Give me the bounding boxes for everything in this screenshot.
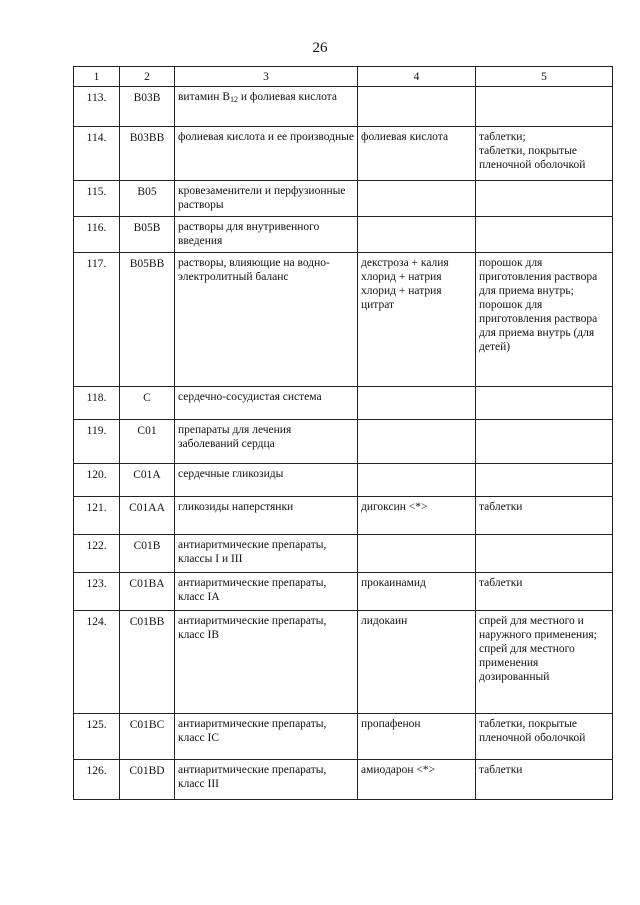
dosage-form bbox=[476, 535, 613, 573]
drug-name bbox=[358, 181, 476, 217]
group-text: антиаритмические препараты, классы I и III bbox=[178, 539, 327, 565]
group-text: антиаритмические препараты, класс IA bbox=[178, 577, 327, 603]
group-text: гликозиды наперстянки bbox=[178, 501, 294, 513]
table-row bbox=[74, 420, 613, 464]
group-subscript: 12 bbox=[230, 95, 238, 104]
dosage-form: таблетки bbox=[476, 760, 613, 800]
atc-code: B03BB bbox=[120, 127, 175, 181]
pharmacological-group bbox=[175, 127, 358, 181]
table-row bbox=[74, 387, 613, 420]
group-text: растворы для внутривенного введения bbox=[178, 221, 320, 247]
table-row bbox=[74, 611, 613, 714]
table-row bbox=[74, 535, 613, 573]
row-number: 119. bbox=[74, 420, 120, 464]
drug-name bbox=[358, 387, 476, 420]
dosage-form: спрей для местного и наружного применения; спрей для местного применения дозированный bbox=[476, 611, 613, 714]
pharmacological-group bbox=[175, 611, 358, 714]
atc-code: C01A bbox=[120, 464, 175, 497]
atc-code: C bbox=[120, 387, 175, 420]
atc-code: C01BC bbox=[120, 714, 175, 760]
pharmacological-group bbox=[175, 497, 358, 535]
group-text: витамин B bbox=[178, 91, 230, 103]
atc-code: C01BB bbox=[120, 611, 175, 714]
pharmacological-group bbox=[175, 217, 358, 253]
table-row bbox=[74, 760, 613, 800]
row-number: 113. bbox=[74, 87, 120, 127]
row-number: 123. bbox=[74, 573, 120, 611]
drug-name: прокаинамид bbox=[358, 573, 476, 611]
table-row bbox=[74, 464, 613, 497]
pharmacological-group bbox=[175, 714, 358, 760]
row-number: 117. bbox=[74, 253, 120, 387]
header-col-1: 1 bbox=[74, 67, 120, 87]
group-text: антиаритмические препараты, класс IB bbox=[178, 615, 327, 641]
row-number: 114. bbox=[74, 127, 120, 181]
row-number: 125. bbox=[74, 714, 120, 760]
row-number: 124. bbox=[74, 611, 120, 714]
drug-name bbox=[358, 87, 476, 127]
atc-code: C01BA bbox=[120, 573, 175, 611]
group-text-after: и фолиевая кислота bbox=[238, 91, 337, 103]
drug-name bbox=[358, 217, 476, 253]
drug-name: декстроза + калия хлорид + натрия хлорид + натрия цитрат bbox=[358, 253, 476, 387]
drug-name: дигоксин <*> bbox=[358, 497, 476, 535]
table-row bbox=[74, 87, 613, 127]
table-row bbox=[74, 217, 613, 253]
dosage-form bbox=[476, 420, 613, 464]
group-text: сердечные гликозиды bbox=[178, 468, 284, 480]
group-text: кровезаменители и перфузионные растворы bbox=[178, 185, 346, 211]
drug-table bbox=[73, 66, 613, 800]
header-col-2: 2 bbox=[120, 67, 175, 87]
header-row bbox=[74, 67, 613, 87]
row-number: 120. bbox=[74, 464, 120, 497]
pharmacological-group bbox=[175, 387, 358, 420]
row-number: 116. bbox=[74, 217, 120, 253]
row-number: 126. bbox=[74, 760, 120, 800]
group-text: антиаритмические препараты, класс IC bbox=[178, 718, 327, 744]
header-col-3: 3 bbox=[175, 67, 358, 87]
dosage-form: таблетки bbox=[476, 497, 613, 535]
table-row bbox=[74, 181, 613, 217]
dosage-form: таблетки, покрытые пленочной оболочкой bbox=[476, 714, 613, 760]
atc-code: C01BD bbox=[120, 760, 175, 800]
pharmacological-group bbox=[175, 464, 358, 497]
group-text: сердечно-сосудистая система bbox=[178, 391, 322, 403]
header-col-5: 5 bbox=[476, 67, 613, 87]
pharmacological-group bbox=[175, 87, 358, 127]
pharmacological-group bbox=[175, 535, 358, 573]
table-row bbox=[74, 497, 613, 535]
header-col-4: 4 bbox=[358, 67, 476, 87]
atc-code: B03B bbox=[120, 87, 175, 127]
drug-name: лидокаин bbox=[358, 611, 476, 714]
atc-code: C01 bbox=[120, 420, 175, 464]
dosage-form bbox=[476, 217, 613, 253]
atc-code: B05BB bbox=[120, 253, 175, 387]
dosage-form: порошок для приготовления раствора для приема внутрь; порошок для приготовления раствора для приема внутрь (для детей) bbox=[476, 253, 613, 387]
pharmacological-group bbox=[175, 181, 358, 217]
drug-name: пропафенон bbox=[358, 714, 476, 760]
atc-code: C01AA bbox=[120, 497, 175, 535]
table-row bbox=[74, 714, 613, 760]
table-row bbox=[74, 573, 613, 611]
table-row bbox=[74, 253, 613, 387]
atc-code: B05B bbox=[120, 217, 175, 253]
pharmacological-group bbox=[175, 420, 358, 464]
group-text: растворы, влияющие на водно-электролитный баланс bbox=[178, 257, 330, 283]
row-number: 122. bbox=[74, 535, 120, 573]
page-number: 26 bbox=[312, 40, 328, 56]
row-number: 118. bbox=[74, 387, 120, 420]
drug-name bbox=[358, 420, 476, 464]
dosage-form: таблетки; таблетки, покрытые пленочной оболочкой bbox=[476, 127, 613, 181]
drug-name bbox=[358, 535, 476, 573]
dosage-form bbox=[476, 464, 613, 497]
table-row bbox=[74, 127, 613, 181]
drug-name bbox=[358, 464, 476, 497]
pharmacological-group bbox=[175, 253, 358, 387]
atc-code: B05 bbox=[120, 181, 175, 217]
pharmacological-group bbox=[175, 760, 358, 800]
atc-code: C01B bbox=[120, 535, 175, 573]
dosage-form: таблетки bbox=[476, 573, 613, 611]
pharmacological-group bbox=[175, 573, 358, 611]
dosage-form bbox=[476, 387, 613, 420]
drug-name: фолиевая кислота bbox=[358, 127, 476, 181]
row-number: 121. bbox=[74, 497, 120, 535]
group-text: фолиевая кислота и ее производные bbox=[178, 131, 354, 143]
row-number: 115. bbox=[74, 181, 120, 217]
group-text: препараты для лечения заболеваний сердца bbox=[178, 424, 292, 450]
dosage-form bbox=[476, 87, 613, 127]
dosage-form bbox=[476, 181, 613, 217]
group-text: антиаритмические препараты, класс III bbox=[178, 764, 327, 790]
drug-name: амиодарон <*> bbox=[358, 760, 476, 800]
